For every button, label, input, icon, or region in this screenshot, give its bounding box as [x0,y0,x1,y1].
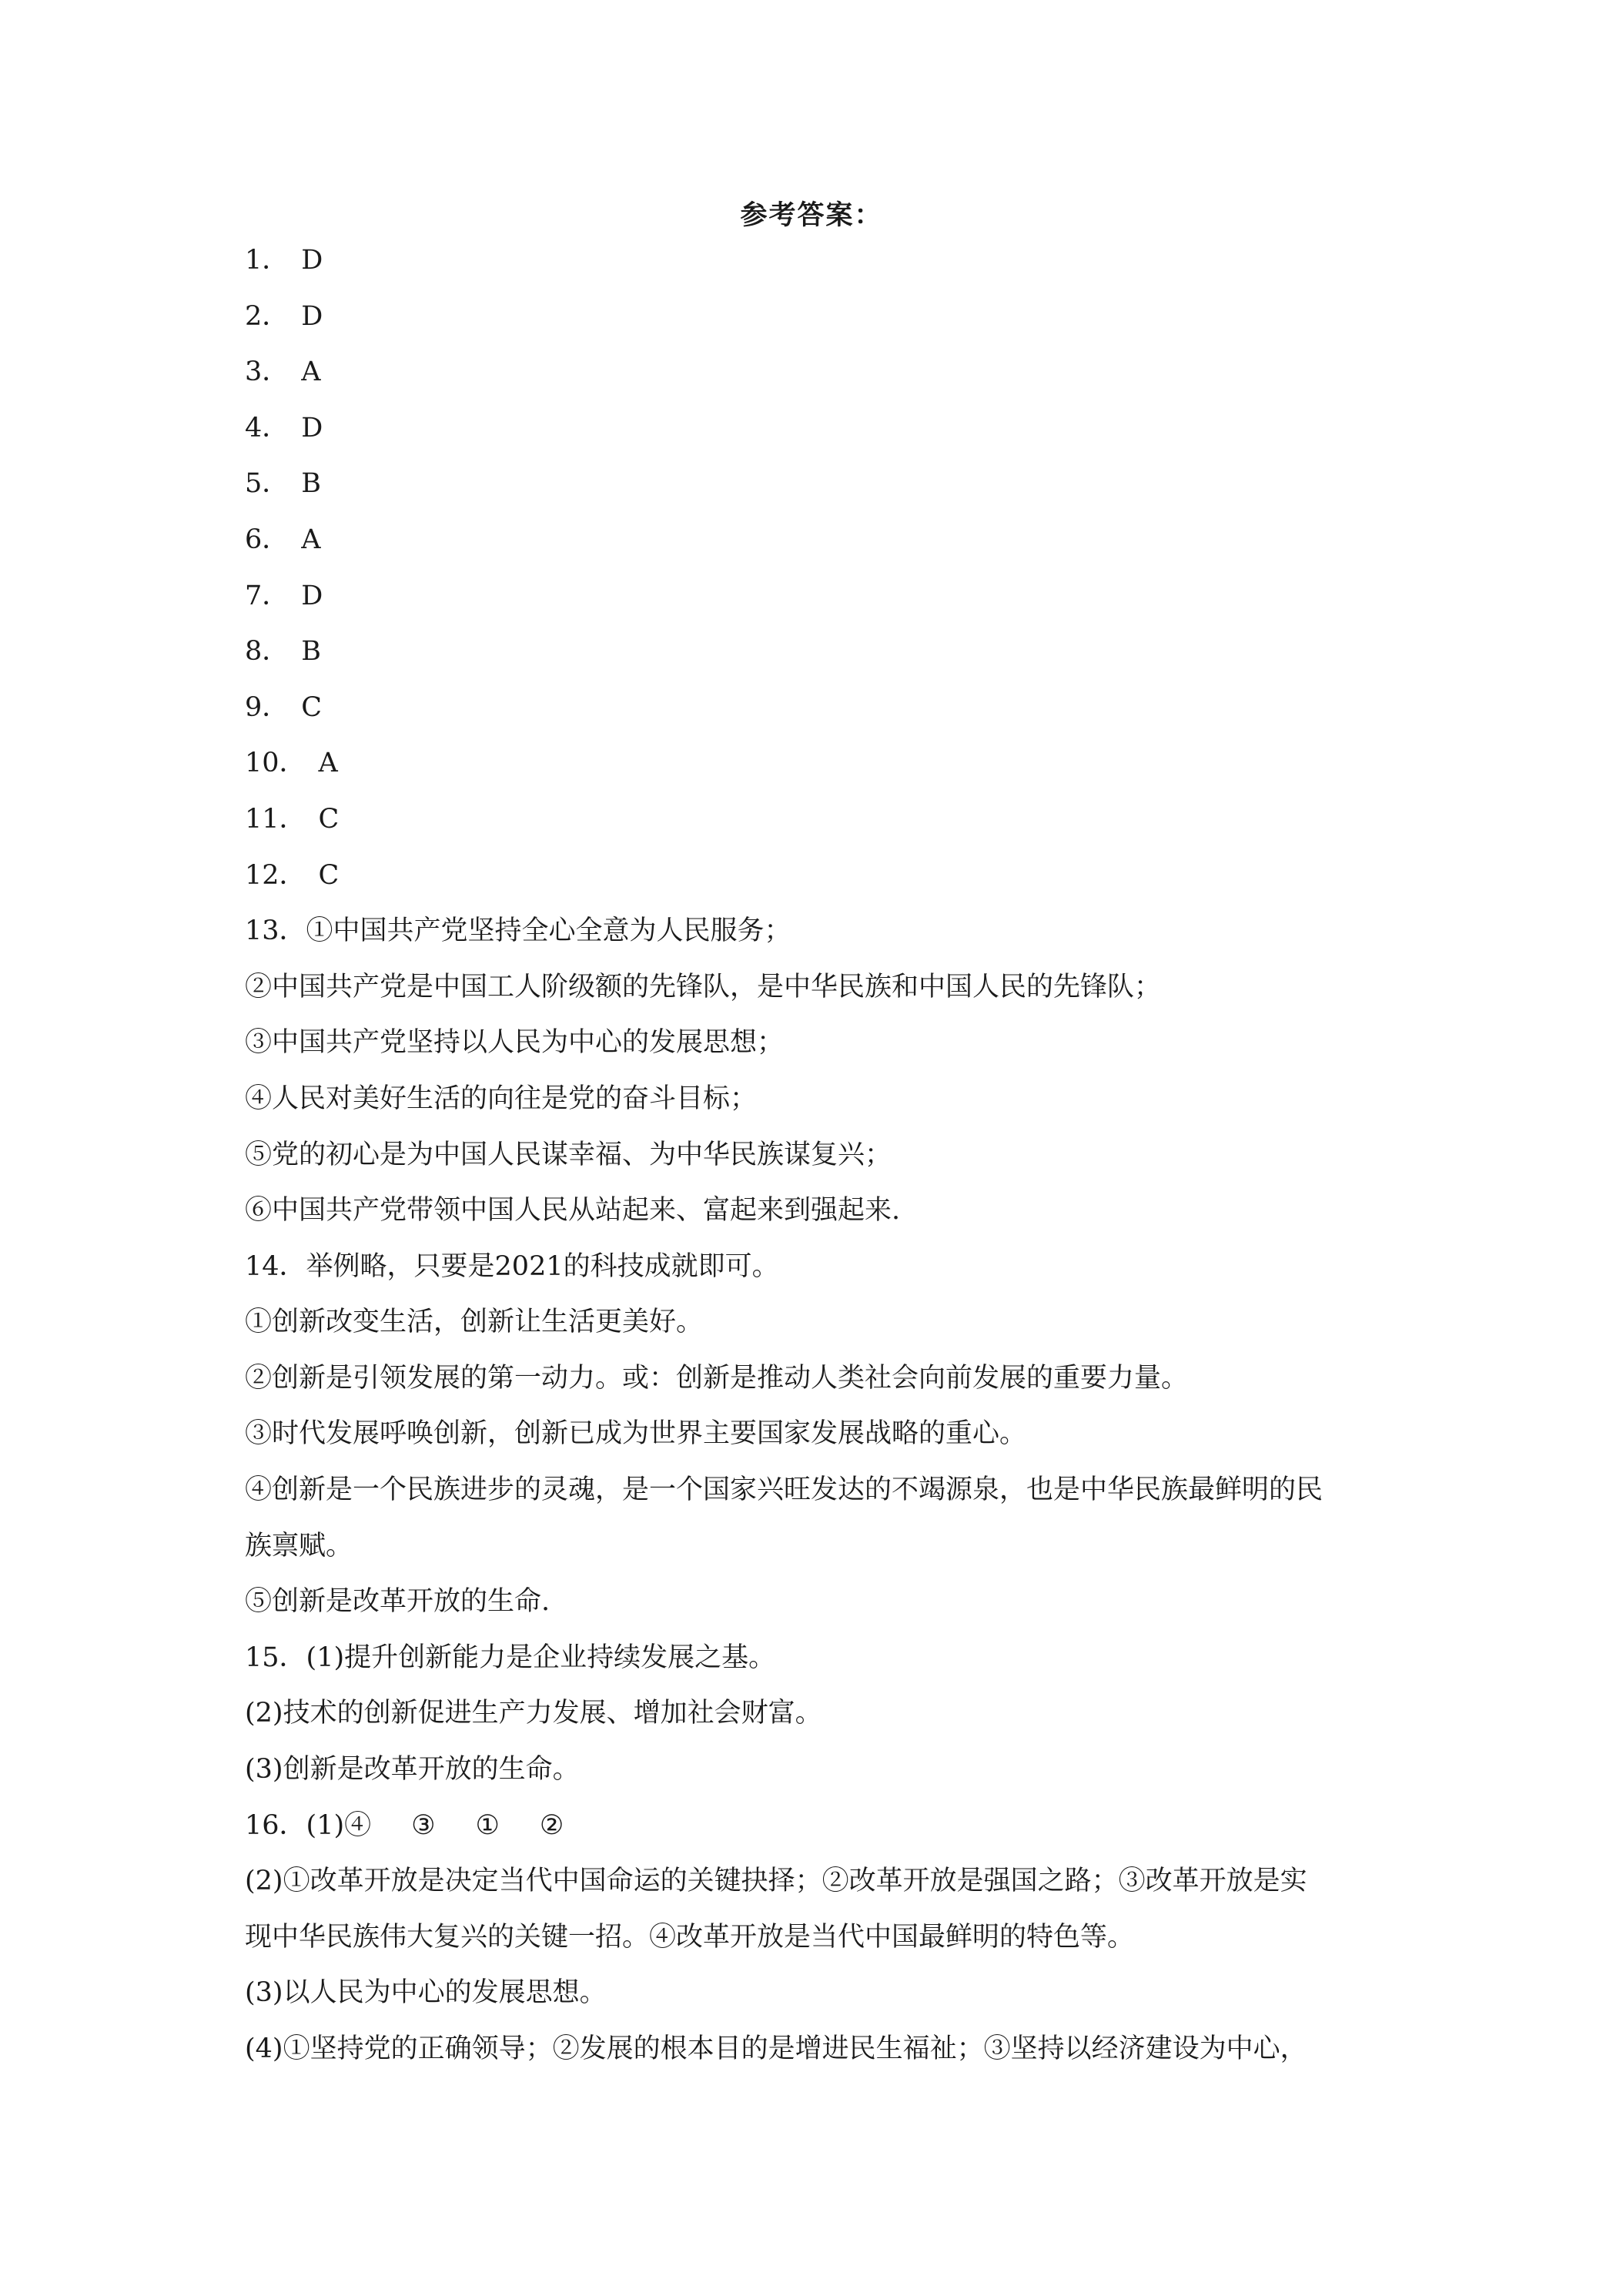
q16-prefix: 16．(1) [245,1809,345,1841]
answer-number: 1． [245,245,289,276]
q13-line: ⑤党的初心是为中国人民谋幸福、为中华民族谋复兴； [245,1139,892,1170]
answer-item-8 [245,624,1392,680]
answer-number: 11． [245,803,306,835]
q13-line: ③中国共产党坚持以人民为中心的发展思想； [245,1027,785,1059]
answer-choice: A [301,524,321,555]
answer-item-6 [245,512,1392,568]
q16-blank: ② [539,1809,564,1841]
answer-number: 9． [245,691,289,723]
q16-blank: ④ [344,1809,372,1841]
answer-item-7 [245,568,1392,624]
answer-number: 12． [245,859,306,891]
answer-item-5 [245,456,1392,512]
answer-item-12 [245,848,1392,904]
answer-choice: C [318,859,340,891]
answer-number: 3． [245,356,289,388]
q16-line: (2)①改革开放是决定当代中国命运的关键抉择；②改革开放是强国之路；③改革开放是实 [245,1866,1307,1897]
answer-number: 5． [245,468,289,500]
answer-choice: B [301,468,322,500]
answer-number: 8． [245,636,289,668]
q16-line: (4)①坚持党的正确领导；②发展的根本目的是增进民生福祉；③坚持以经济建设为中心， [245,2033,1307,2064]
page-title: 参考答案： [740,199,883,231]
answer-choice: D [301,300,323,332]
q14-line: ⑤创新是改革开放的生命. [245,1586,550,1618]
answer-item-2 [245,289,1392,345]
answer-choice: A [301,356,321,388]
answer-number: 4． [245,412,289,443]
q15-line: (3)创新是改革开放的生命。 [245,1754,580,1786]
answer-choice: C [301,691,323,723]
answer-list [245,233,1392,2077]
q14-line: ③时代发展呼唤创新，创新已成为世界主要国家发展战略的重心。 [245,1418,1027,1450]
answer-number: 6． [245,524,289,555]
q13-line: ②中国共产党是中国工人阶级额的先锋队，是中华民族和中国人民的先锋队； [245,971,1162,1002]
answer-number: 7． [245,580,289,611]
q15-line: 15．(1)提升创新能力是企业持续发展之基。 [245,1642,776,1673]
q16-line: 现中华民族伟大复兴的关键一招。④改革开放是当代中国最鲜明的特色等。 [245,1921,1135,1953]
q15-line: (2)技术的创新促进生产力发展、增加社会财富。 [245,1698,822,1729]
answer-choice: D [301,580,323,611]
answer-item-9 [245,680,1392,736]
answer-choice: C [318,803,340,835]
q14-line: ④创新是一个民族进步的灵魂，是一个国家兴旺发达的不竭源泉，也是中华民族最鲜明的民 [245,1474,1323,1506]
answer-choice: D [301,412,323,443]
answer-item-11 [245,792,1392,848]
q16-line: (3)以人民为中心的发展思想。 [245,1977,607,2009]
answer-choice: B [301,636,322,668]
answer-number: 10． [245,748,306,779]
q14-line: 14．举例略，只要是2021的科技成就即可。 [245,1250,779,1282]
q13-line: ④人民对美好生活的向往是党的奋斗目标； [245,1083,758,1114]
q14-line: ②创新是引领发展的第一动力。或：创新是推动人类社会向前发展的重要力量。 [245,1362,1189,1394]
answer-item-10 [245,735,1392,792]
answer-number: 2． [245,300,289,332]
answer-choice: A [318,748,338,779]
q13-line: 13．①中国共产党坚持全心全意为人民服务； [245,915,791,947]
q13-line: ⑥中国共产党带领中国人民从站起来、富起来到强起来. [245,1195,901,1227]
answer-item-3 [245,344,1392,400]
q16-blank: ③ [411,1809,436,1841]
q16-blank: ① [475,1809,500,1841]
answer-choice: D [301,245,323,276]
q16-ordering-line [245,1798,1392,1854]
q14-line: ①创新改变生活，创新让生活更美好。 [245,1307,704,1338]
answer-item-1 [245,233,1392,289]
q14-line: 族禀赋。 [245,1530,353,1561]
answer-item-4 [245,400,1392,457]
